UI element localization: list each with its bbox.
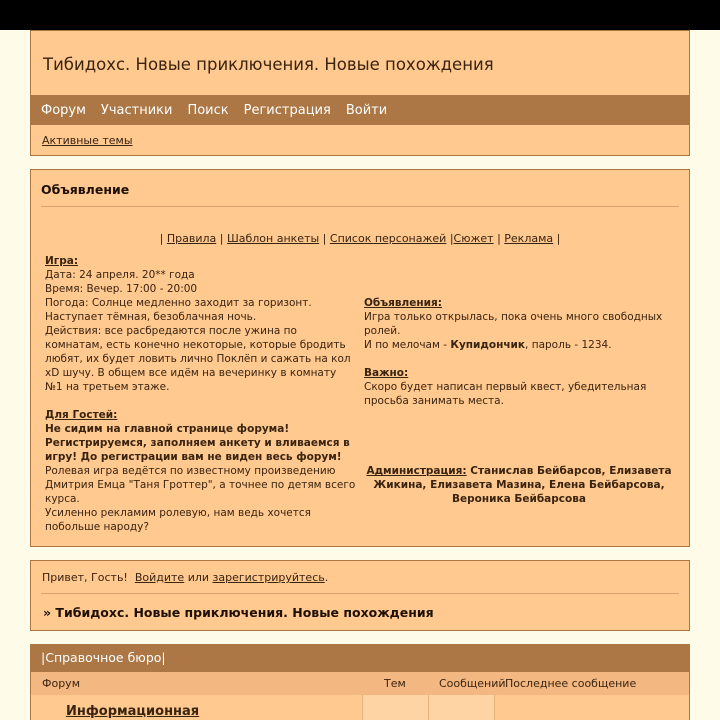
ads-heading: Объявления: bbox=[364, 297, 442, 309]
form-template-link[interactable]: Шаблон анкеты bbox=[226, 232, 320, 245]
game-weather: Погода: Солнце медленно заходит за горизонт. Наступает тёмная, безоблачная ночь. bbox=[45, 297, 312, 323]
rules-link[interactable]: Правила bbox=[166, 232, 217, 245]
posts-cell bbox=[428, 695, 494, 720]
plot-link[interactable]: Сюжет bbox=[453, 232, 494, 245]
game-date: Дата: 24 апреля. 20** года bbox=[45, 269, 195, 281]
forum-table-header bbox=[30, 672, 690, 695]
login-link[interactable]: Войдите bbox=[134, 571, 185, 584]
announcement-links: | Правила | Шаблон анкеты | Список персонажей |Сюжет | Реклама | bbox=[159, 232, 561, 245]
nav-search[interactable]: Поиск bbox=[187, 102, 229, 118]
forum-category bbox=[30, 644, 690, 720]
active-topics-link[interactable]: Активные темы bbox=[42, 134, 133, 147]
game-time: Время: Вечер. 17:00 - 20:00 bbox=[45, 283, 198, 295]
guests-heading: Для Гостей: bbox=[45, 409, 118, 421]
site-title: Тибидохс. Новые приключения. Новые похождения bbox=[43, 55, 494, 74]
announcement-title: Объявление bbox=[41, 182, 130, 197]
ads-small: И по мелочам - Купидончик, пароль - 1234. bbox=[364, 339, 612, 351]
col-forum: Форум bbox=[42, 677, 80, 690]
guests-warning: Не сидим на главной странице форума! Регистрируемся, заполняем анкету и вливаемся в игру! До регистрации вам не виден весь форум! bbox=[45, 423, 350, 463]
register-link[interactable]: зарегистрируйтесь bbox=[212, 571, 325, 584]
game-info-column bbox=[45, 254, 357, 534]
nav-register[interactable]: Регистрация bbox=[243, 102, 331, 118]
game-heading: Игра: bbox=[45, 255, 79, 267]
welcome-panel bbox=[30, 560, 690, 631]
nav-login[interactable]: Войти bbox=[345, 102, 388, 118]
last-post-cell bbox=[494, 695, 689, 720]
divider bbox=[41, 593, 679, 594]
topics-cell bbox=[362, 695, 428, 720]
col-last-post: Последнее сообщение bbox=[505, 677, 637, 690]
category-title: |Справочное бюро| bbox=[30, 644, 690, 672]
announcement-panel bbox=[30, 169, 690, 547]
divider bbox=[41, 206, 679, 207]
important-text: Скоро будет написан первый квест, убедительная просьба занимать места. bbox=[364, 381, 647, 407]
game-actions: Действия: все расбредаются после ужина по комнатам, есть конечно некоторые, которые бродить любят, их будет ловить лично Поклёп и сажать на кол xD шучу. В общем все идём на вечеринку в комнату №1 на третьем этаже. bbox=[45, 325, 351, 393]
news-column bbox=[364, 296, 664, 408]
characters-list-link[interactable]: Список персонажей bbox=[329, 232, 447, 245]
guests-promo: Усиленно рекламим ролевую, нам ведь хочется побольше народу? bbox=[45, 507, 311, 533]
nav-members[interactable]: Участники bbox=[100, 102, 173, 118]
breadcrumb: » Тибидохс. Новые приключения. Новые похождения bbox=[43, 605, 434, 620]
site-header bbox=[30, 30, 690, 156]
forum-row bbox=[30, 695, 690, 720]
top-black-bar bbox=[0, 0, 720, 30]
col-posts: Сообщений bbox=[439, 677, 506, 690]
col-topics: Тем bbox=[384, 677, 406, 690]
important-heading: Важно: bbox=[364, 367, 409, 379]
administration-list: Администрация: Станислав Бейбарсов, Елизавета Жикина, Елизавета Мазина, Елена Бейбарсова, Вероника Бейбарсова bbox=[366, 465, 672, 505]
guests-info: Ролевая игра ведётся по известному произведению Дмитрия Емца "Таня Гроттер", а точнее по детям всего курса. bbox=[45, 465, 356, 505]
main-navbar bbox=[31, 95, 689, 125]
forum-link-info[interactable]: Информационная bbox=[66, 704, 200, 719]
ads-link[interactable]: Реклама bbox=[504, 232, 554, 245]
nav-forum[interactable]: Форум bbox=[41, 102, 86, 118]
welcome-text: Привет, Гость! Войдите или зарегистрируйтесь. bbox=[42, 571, 329, 584]
ads-text: Игра только открылась, пока очень много свободных ролей. bbox=[364, 311, 663, 337]
